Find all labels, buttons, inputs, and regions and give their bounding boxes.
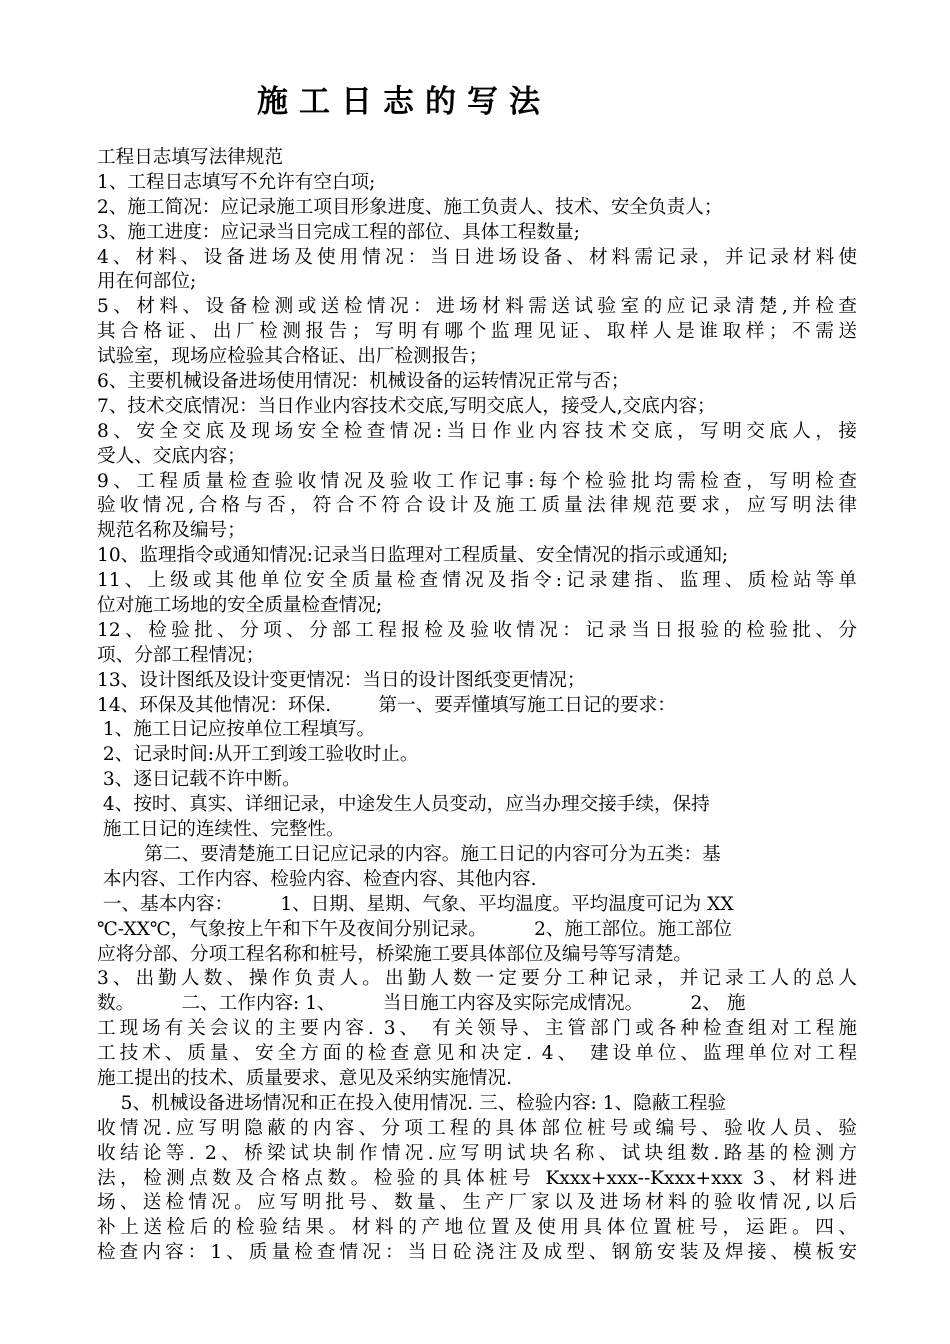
text-line: 第二、要清楚施工日记应记录的内容。施工日记的内容可分为五类：基 — [97, 843, 721, 865]
text-line: 7、技术交底情况：当日作业内容技术交底,写明交底人，接受人,交底内容； — [97, 395, 716, 417]
text-line: 应将分部、分项工程名称和桩号，桥梁施工要具体部位及编号等写清楚。 — [97, 943, 693, 965]
text-line: 10、监理指令或通知情况:记录当日监理对工程质量、安全情况的指示或通知; — [97, 545, 729, 567]
text-line: 12、检验批、分项、分部工程报检及验收情况：记录当日报验的检验批、分 — [97, 619, 857, 641]
text-line: 6、主要机械设备进场使用情况：机械设备的运转情况正常与否； — [97, 371, 630, 393]
text-line: 法，检测点数及合格点数。检验的具体桩号 Kxxx+xxx--Kxxx+xxx 3、材料进 — [97, 1167, 857, 1189]
text-line: 13、设计图纸及设计变更情况：当日的设计图纸变更情况； — [97, 669, 586, 691]
document-body — [97, 146, 857, 1266]
text-line: 一、基本内容： 1、日期、星期、气象、平均温度。平均温度可记为 XX — [97, 893, 734, 915]
text-line: 4、材料、设备进场及使用情况：当日进场设备、材料需记录，并记录材料使 — [97, 246, 857, 268]
text-line: 9、工程质量检查验收情况及验收工作记事:每个检验批均需检查，写明检查 — [97, 470, 857, 492]
text-line: 收情况.应写明隐蔽的内容、分项工程的具体部位桩号或编号、验收人员、验 — [97, 1117, 857, 1139]
text-line: 工程日志填写法律规范 — [97, 147, 283, 168]
text-line: 施工提出的技术、质量要求、意见及采纳实施情况. — [97, 1067, 512, 1089]
text-line: 3、出勤人数、操作负责人。出勤人数一定要分工种记录，并记录工人的总人 — [97, 968, 857, 990]
text-line: 11、上级或其他单位安全质量检查情况及指令:记录建指、监理、质检站等单 — [97, 570, 857, 592]
text-line: 8、安全交底及现场安全检查情况:当日作业内容技术交底，写明交底人，接 — [97, 420, 857, 442]
text-line: 其合格证、出厂检测报告；写明有哪个监理见证、取样人是谁取样；不需送 — [97, 321, 857, 343]
text-line: 用在何部位; — [97, 271, 197, 293]
text-line: 施工日记的连续性、完整性。 — [97, 819, 345, 841]
text-line: 5、材料、设备检测或送检情况：进场材料需送试验室的应记录清楚,并检查 — [97, 296, 857, 318]
page-title: 施工日志的写法 — [257, 84, 551, 120]
text-line: 工现场有关会议的主要内容. 3、 有关领导、主管部门或各种检查组对工程施 — [97, 1018, 857, 1040]
text-line: 4、按时、真实、详细记录，中途发生人员变动，应当办理交接手续，保持 — [97, 794, 710, 816]
text-line: 数。 二、工作内容: 1、 当日施工内容及实际完成情况。 2、 施 — [97, 993, 746, 1015]
text-line: 3、施工进度：应记录当日完成工程的部位、具体工程数量; — [97, 221, 580, 243]
text-line: 受人、交底内容； — [97, 445, 246, 467]
text-line: 位对施工场地的安全质量检查情况; — [97, 595, 383, 617]
text-line: 检查内容：1、质量检查情况：当日砼浇注及成型、钢筋安装及焊接、模板安 — [97, 1242, 857, 1264]
text-line: 验收情况,合格与否，符合不符合设计及施工质量法律规范要求，应写明法律 — [97, 495, 857, 517]
text-line: 本内容、工作内容、检验内容、检查内容、其他内容. — [97, 868, 537, 890]
text-line: 14、环保及其他情况：环保. 第一、要弄懂填写施工日记的要求： — [97, 694, 676, 716]
text-line: 项、分部工程情况； — [97, 644, 265, 666]
text-line: 2、施工简况：应记录施工项目形象进度、施工负责人、技术、安全负责人； — [97, 196, 723, 218]
text-line: 2、记录时间:从开工到竣工验收时止。 — [97, 744, 419, 766]
text-line: 5、机械设备进场情况和正在投入使用情况. 三、检验内容: 1、隐蔽工程验 — [97, 1092, 727, 1114]
text-line: 收结论等. 2、桥梁试块制作情况.应写明试块名称、试块组数.路基的检测方 — [97, 1142, 857, 1164]
text-line: 1、工程日志填写不允许有空白项; — [97, 171, 376, 193]
text-line: 3、逐日记载不许中断。 — [97, 769, 301, 791]
text-line: 试验室，现场应检验其合格证、出厂检测报告； — [97, 346, 488, 368]
text-line: 场、送检情况。应写明批号、数量、生产厂家以及进场材料的验收情况,以后 — [97, 1192, 857, 1214]
text-line: 1、施工日记应按单位工程填写。 — [97, 719, 376, 741]
text-line: 补上送检后的检验结果。材料的产地位置及使用具体位置桩号，运距。四、 — [97, 1217, 857, 1239]
text-line: 工技术、质量、安全方面的检查意见和决定. 4、 建设单位、监理单位对工程 — [97, 1043, 857, 1065]
text-line: ℃-XX℃，气象按上午和下午及夜间分别记录。 2、施工部位。施工部位 — [97, 918, 732, 940]
text-line: 规范名称及编号； — [97, 520, 246, 542]
